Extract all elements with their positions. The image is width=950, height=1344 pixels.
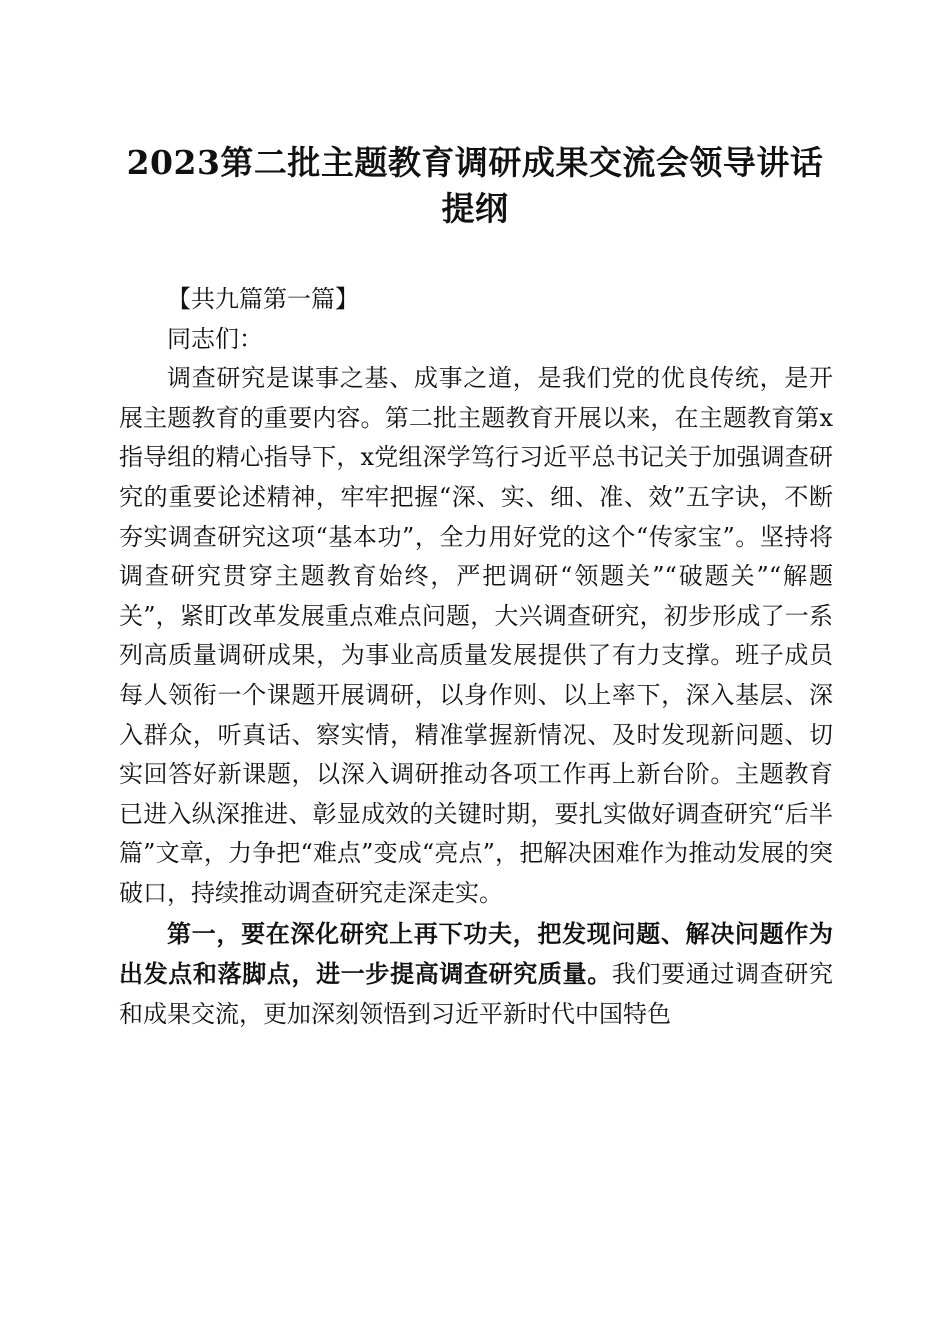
paragraph-2 (119, 914, 833, 1035)
series-label: 【共九篇第一篇】 (167, 285, 359, 313)
salutation: 同志们： (167, 324, 263, 353)
paragraph-2-lead: 第一，要在深化研究上再下功夫，把发现问题、解决问题作为出发点和落脚点，进一步提高调查研究质量。 (119, 918, 833, 989)
paragraph-1: 调查研究是谋事之基、成事之道，是我们党的优良传统，是开展主题教育的重要内容。第二批主题教育开展以来，在主题教育第x指导组的精心指导下，x党组深学笃行习近平总书记关于加强调查研究的重要论述精神，牢牢把握“深、实、细、准、效”五字诀，不断夯实调查研究这项“基本功”，全力用好党的这个“传家宝”。坚持将调查研究贯穿主题教育始终，严把调研“领题关”“破题关”“解题关”，紧盯改革发展重点难点问题，大兴调查研究，初步形成了一系列高质量调研成果，为事业高质量发展提供了有力支撑。班子成员每人领衔一个课题开展调研，以身作则、以上率下，深入基层、深入群众，听真话、察实情，精准掌握新情况、及时发现新问题、切实回答好新课题，以深入调研推动各项工作再上新台阶。主题教育已进入纵深推进、彰显成效的关键时期，要扎实做好调查研究“后半篇”文章，力争把“难点”变成“亮点”，把解决困难作为推动发展的突破口，持续推动调查研究走深走实。 (119, 364, 833, 907)
paragraph-2-rest: 我们要通过调查研究和成果交流，更加深刻领悟到习近平新时代中国特色 (119, 960, 834, 1028)
document-title: 2023第二批主题教育调研成果交流会领导讲话提纲 (126, 143, 824, 228)
document-body (119, 280, 833, 1034)
